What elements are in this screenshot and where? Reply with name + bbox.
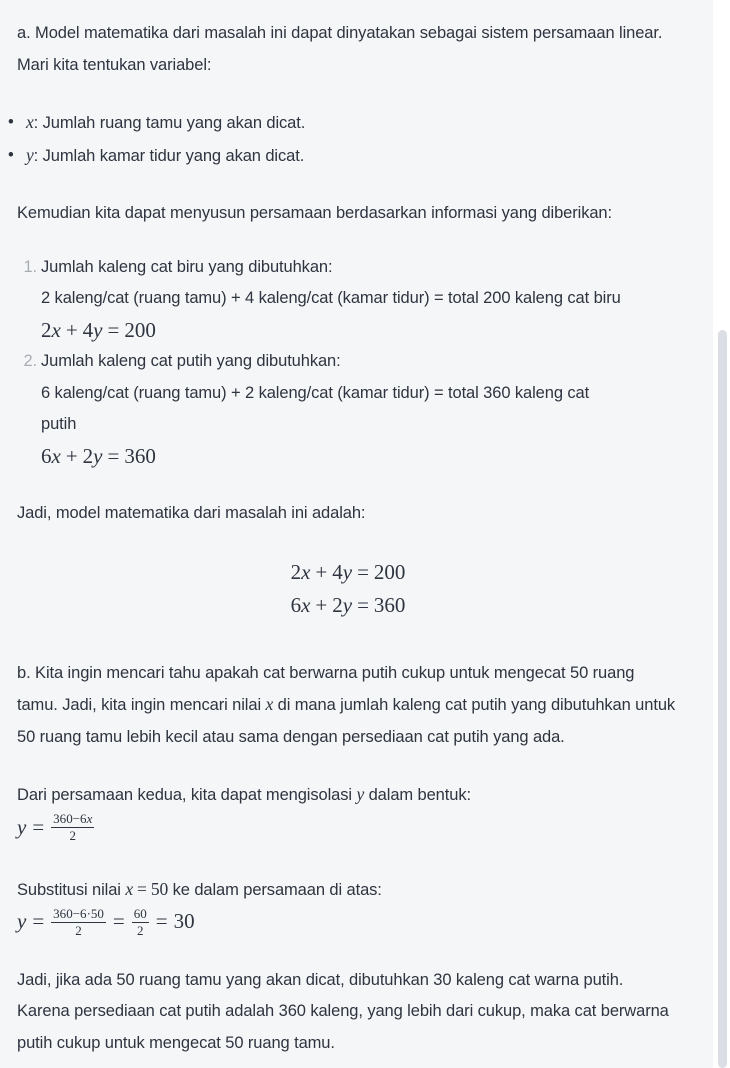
conclusion-paragraph: Jadi, jika ada 50 ruang tamu yang akan dicat, dibutuhkan 30 kaleng cat warna putih. Karena persediaan cat putih adalah 360 kaleng, yang lebih dari cukup, maka cat berwarna putih cukup untuk mengecat 50 ruang tamu. bbox=[17, 970, 669, 1052]
fraction-numerator: 360−6x bbox=[51, 812, 94, 829]
isolate-lead-in bbox=[17, 779, 679, 812]
display-equation-2: 6x + 2y = 360 bbox=[290, 592, 406, 617]
variable-list bbox=[8, 107, 679, 172]
fraction-denominator: 2 bbox=[69, 828, 77, 844]
display-equation-1: 2x + 4y = 200 bbox=[290, 559, 406, 584]
variable-symbol-x: x bbox=[26, 112, 34, 132]
part-b-text-1: b. Kita ingin mencari tahu apakah cat berwarna putih cukup untuk mengecat 50 ruang tamu. Jadi, kita ingin mencari nilai bbox=[17, 663, 635, 714]
step-title: Jumlah kaleng cat putih yang dibutuhkan: bbox=[41, 352, 341, 370]
part-b-text-2: di mana jumlah kaleng cat putih yang dibutuhkan untuk 50 ruang tamu lebih kecil atau sama dengan persediaan cat putih yang ada. bbox=[17, 696, 676, 746]
vertical-scrollbar-track[interactable] bbox=[713, 0, 730, 1068]
display-equation-block bbox=[17, 556, 679, 622]
bullet-icon: • bbox=[8, 145, 14, 164]
vertical-scrollbar-thumb[interactable] bbox=[718, 330, 727, 1068]
variable-description-y: : Jumlah kamar tidur yang akan dicat. bbox=[33, 146, 305, 165]
variable-symbol-y: y bbox=[26, 144, 34, 165]
list-item bbox=[8, 140, 679, 173]
variable-description-x: : Jumlah ruang tamu yang akan dicat. bbox=[33, 114, 306, 132]
isolate-text-2: dalam bentuk: bbox=[364, 786, 471, 804]
substitute-lead-in bbox=[17, 874, 679, 907]
step-detail-wrap: putih bbox=[41, 415, 77, 433]
inline-variable-x: x bbox=[265, 694, 274, 714]
fraction bbox=[51, 812, 94, 844]
list-item bbox=[17, 252, 679, 347]
substitute-text-2: ke dalam persamaan di atas: bbox=[168, 880, 382, 899]
fraction bbox=[51, 907, 106, 939]
fraction bbox=[132, 907, 149, 939]
isolate-text-1: Dari persamaan kedua, kita dapat mengisolasi bbox=[17, 786, 357, 804]
step-title: Jumlah kaleng cat biru yang dibutuhkan: bbox=[41, 257, 333, 276]
part-b-paragraph bbox=[17, 658, 679, 754]
step-detail: 6 kaleng/cat (ruang tamu) + 2 kaleng/cat (kamar tidur) = total 360 kaleng cat bbox=[41, 383, 590, 402]
list-marker: 1. bbox=[23, 257, 37, 276]
equation-steps-list bbox=[17, 252, 679, 473]
list-item bbox=[8, 107, 679, 140]
inline-variable-y: y bbox=[356, 784, 365, 804]
fraction-numerator: 60 bbox=[132, 907, 149, 924]
bullet-icon: • bbox=[8, 113, 14, 131]
model-lead-in: Jadi, model matematika dari masalah ini adalah: bbox=[17, 504, 366, 522]
substitute-text-1: Substitusi nilai bbox=[17, 880, 126, 899]
substitute-equation: y = $\frac{360-6\cdot 50}{2}$ = $\frac{60}{2}$ = 30 bbox=[17, 905, 195, 939]
step-equation: 6x + 2y = 360 bbox=[41, 443, 156, 468]
inline-substitution: x = 50 bbox=[125, 878, 169, 899]
step-detail: 2 kaleng/cat (ruang tamu) + 4 kaleng/cat (kamar tidur) = total 200 kaleng cat biru bbox=[41, 289, 621, 307]
equations-lead-in: Kemudian kita dapat menyusun persamaan berdasarkan informasi yang diberikan: bbox=[17, 204, 612, 222]
list-marker: 2. bbox=[23, 352, 37, 370]
step-equation: 2x + 4y = 200 bbox=[41, 317, 156, 342]
fraction-denominator: 2 bbox=[75, 923, 82, 939]
list-item bbox=[17, 346, 679, 472]
fraction-numerator: 360−6·50 bbox=[51, 907, 106, 924]
part-a-paragraph: a. Model matematika dari masalah ini dapat dinyatakan sebagai sistem persamaan linear. Mari kita tentukan variabel: bbox=[17, 24, 663, 74]
fraction-denominator: 2 bbox=[137, 923, 144, 939]
isolate-equation: y = $\frac{360-6x}{2}$ bbox=[17, 810, 93, 844]
